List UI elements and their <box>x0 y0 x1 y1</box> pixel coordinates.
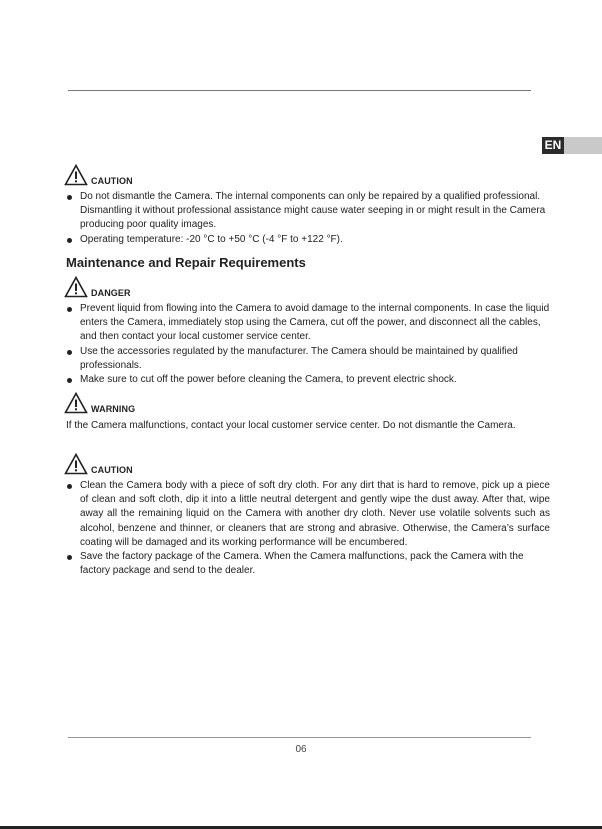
list-item-text: Clean the Camera body with a piece of soft dry cloth. For any dirt that is hard to remove, pick up a piece of clean and soft cloth, dip it into a little neutral detergent and gently wipe the dust away. After that, wipe away all the remaining liquid on the Camera with another dry cloth. Never use volatile solvents such as alcohol, benzene and thinner, or cleaners that are strong and abrasive. Otherwise, the Camera’s surface coating will be damaged and its working performance will be encumbered. <box>80 480 550 548</box>
language-tab <box>542 137 602 154</box>
warning-triangle-icon <box>64 276 88 298</box>
list-item-text: Operating temperature: -20 °C to +50 °C (-4 °F to +122 °F). <box>80 233 343 245</box>
danger-list <box>66 302 550 387</box>
list-item <box>66 479 550 550</box>
list-item <box>66 373 550 387</box>
list-item-text: Use the accessories regulated by the manufacturer. The Camera should be maintained by qualified professionals. <box>80 345 518 371</box>
caution-label: CAUTION <box>91 465 133 475</box>
warning-triangle-icon <box>64 453 88 475</box>
bullet-icon <box>67 555 72 560</box>
list-item <box>66 190 550 233</box>
bullet-icon <box>67 195 72 200</box>
list-item-text: Prevent liquid from flowing into the Camera to avoid damage to the internal components. In case the liquid enters the Camera, immediately stop using the Camera, cut off the power, and disconnect all the cables, and then contact your local customer service center. <box>80 303 550 343</box>
caution-label: CAUTION <box>91 176 133 186</box>
danger-label: DANGER <box>91 288 131 298</box>
warning-triangle-icon <box>64 164 88 186</box>
warning-label: WARNING <box>91 404 136 414</box>
caution-list-2 <box>66 479 550 578</box>
list-item <box>66 233 550 247</box>
list-item <box>66 302 550 345</box>
language-tab-label: EN <box>542 137 564 154</box>
bullet-icon <box>67 307 72 312</box>
bullet-icon <box>67 378 72 383</box>
list-item <box>66 550 550 578</box>
page-number: 06 <box>295 744 307 755</box>
list-item-text: Save the factory package of the Camera. When the Camera malfunctions, pack the Camera with the factory package and send to the dealer. <box>80 551 524 577</box>
bullet-icon <box>67 350 72 355</box>
list-item-text: Do not dismantle the Camera. The internal components can only be repaired by a qualified professional. Dismantling it without professional assistance might cause water seeping in or might result in the Camera producing poor quality images. <box>80 191 546 231</box>
caution-list-1 <box>66 190 550 247</box>
warning-triangle-icon <box>64 392 88 414</box>
bullet-icon <box>67 238 72 243</box>
warning-text: If the Camera malfunctions, contact your local customer service center. Do not dismantle the Camera. <box>66 420 516 431</box>
list-item-text: Make sure to cut off the power before cleaning the Camera, to prevent electric shock. <box>80 374 457 386</box>
top-rule <box>68 90 531 91</box>
list-item <box>66 345 550 373</box>
bullet-icon <box>67 484 72 489</box>
section-heading: Maintenance and Repair Requirements <box>66 255 306 270</box>
bottom-rule <box>68 737 531 738</box>
